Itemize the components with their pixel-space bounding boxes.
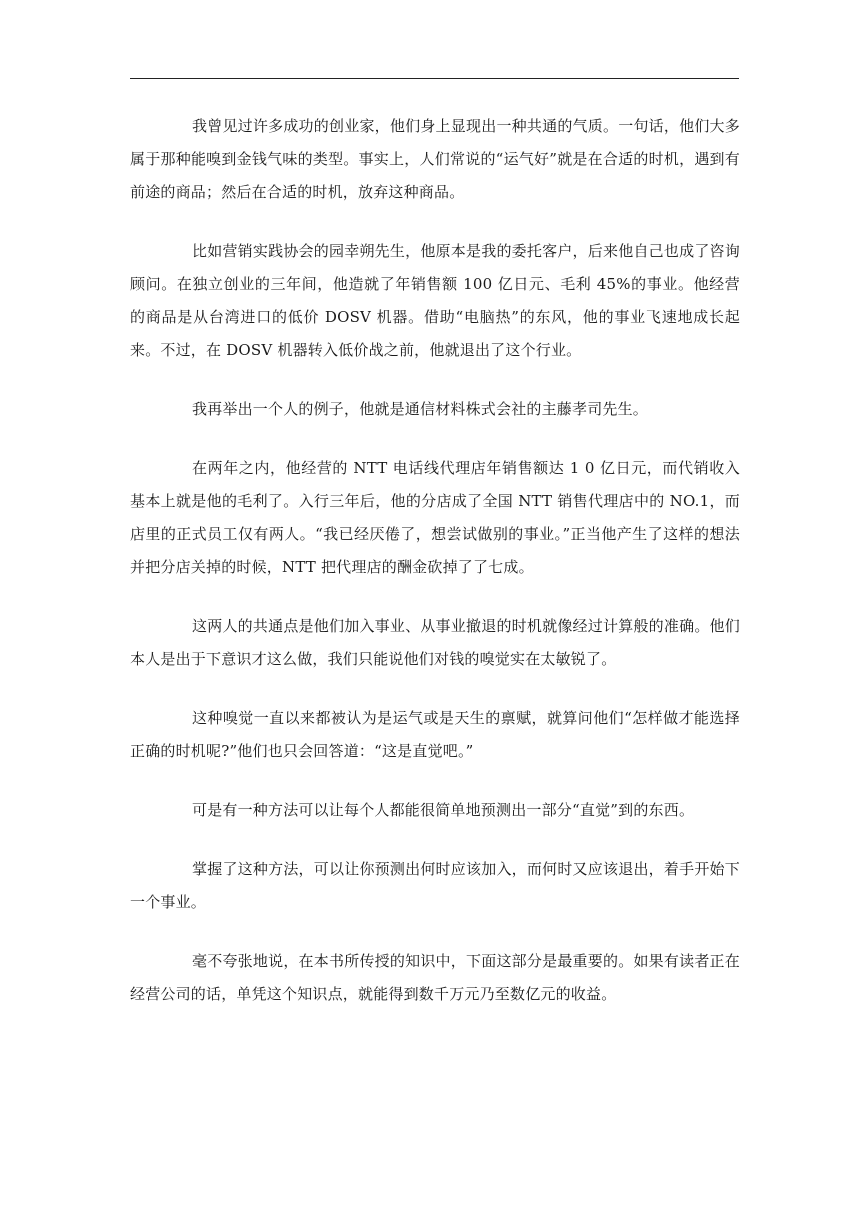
- paragraph-4: 在两年之内，他经营的 NTT 电话线代理店年销售额达 1 0 亿日元，而代销收入基本上就是他的毛利了。入行三年后，他的分店成了全国 NTT 销售代理店中的 NO.1，而店里的正式员工仅有两人。“我已经厌倦了，想尝试做别的事业。”正当他产生了这样的想法并把分店关掉的时候，NTT 把代理店的酬金砍掉了了七成。: [130, 459, 740, 576]
- paragraph-3: 我再举出一个人的例子，他就是通信材料株式会社的主藤孝司先生。: [192, 400, 649, 418]
- paragraph-2: 比如营销实践协会的园幸朔先生，他原本是我的委托客户，后来他自己也成了咨询顾问。在独立创业的三年间，他造就了年销售额 100 亿日元、毛利 45%的事业。他经营的商品是从台湾进口的低价 DOSV 机器。借助“电脑热”的东风，他的事业飞速地成长起来。不过，在 DOSV 机器转入低价战之前，他就退出了这个行业。: [130, 242, 740, 359]
- paragraph-5: 这两人的共通点是他们加入事业、从事业撤退的时机就像经过计算般的准确。他们本人是出于下意识才这么做，我们只能说他们对钱的嗅觉实在太敏锐了。: [130, 617, 740, 668]
- paragraph-1: 我曾见过许多成功的创业家，他们身上显现出一种共通的气质。一句话，他们大多属于那种能嗅到金钱气味的类型。事实上，人们常说的“运气好”就是在合适的时机，遇到有前途的商品；然后在合适的时机，放弃这种商品。: [130, 117, 740, 201]
- paragraph-7: 可是有一种方法可以让每个人都能很简单地预测出一部分“直觉”到的东西。: [192, 801, 695, 819]
- paragraph-6: 这种嗅觉一直以来都被认为是运气或是天生的禀赋，就算问他们“怎样做才能选择正确的时机呢?”他们也只会回答道：“这是直觉吧。”: [130, 709, 740, 760]
- paragraph-8: 掌握了这种方法，可以让你预测出何时应该加入，而何时又应该退出，着手开始下一个事业。: [130, 860, 740, 911]
- document-body: [130, 110, 740, 1037]
- header-rule: [130, 78, 739, 79]
- paragraph-9: 毫不夸张地说，在本书所传授的知识中，下面这部分是最重要的。如果有读者正在经营公司的话，单凭这个知识点，就能得到数千万元乃至数亿元的收益。: [130, 952, 740, 1003]
